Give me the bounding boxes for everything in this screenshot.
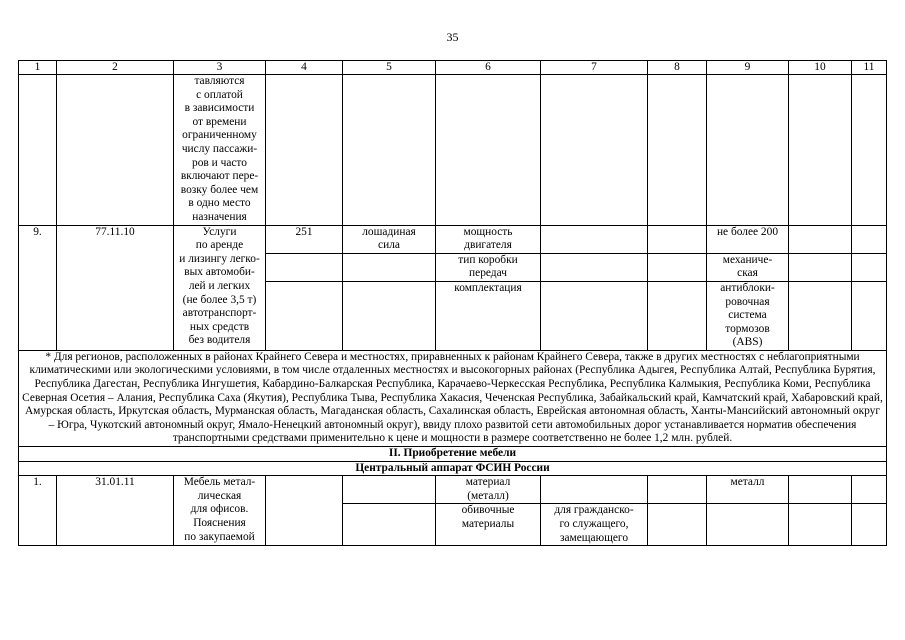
column-number: 1 — [19, 61, 57, 75]
characteristic-value: металл — [707, 476, 789, 504]
norms-table — [18, 60, 887, 546]
subsection-heading-row — [19, 461, 887, 476]
column-number: 9 — [707, 61, 789, 75]
section-title: II. Приобретение мебели — [19, 447, 887, 462]
column-number: 7 — [541, 61, 648, 75]
table-row-continuation — [19, 75, 887, 226]
characteristic-value: не более 200 — [707, 225, 789, 253]
column-number: 6 — [436, 61, 541, 75]
item-name: Мебель метал- лическая для офисов. Пояснения по закупаемой — [174, 476, 266, 546]
characteristic-name: комплектация — [436, 281, 541, 350]
characteristic-value: механиче- ская — [707, 253, 789, 281]
subsection-title: Центральный аппарат ФСИН России — [19, 461, 887, 476]
item-number: 9. — [19, 225, 57, 350]
column-number: 11 — [852, 61, 887, 75]
item-number: 1. — [19, 476, 57, 546]
footnote-row — [19, 350, 887, 446]
characteristic-value — [707, 504, 789, 546]
position-note: для гражданско- го служащего, замещающего — [541, 504, 648, 546]
column-number: 3 — [174, 61, 266, 75]
column-number: 4 — [266, 61, 343, 75]
table-row-item9 — [19, 225, 887, 253]
characteristic-value: антиблоки- ровочная система тормозов (ABS) — [707, 281, 789, 350]
column-number: 5 — [343, 61, 436, 75]
section-heading-row — [19, 447, 887, 462]
column-number-row — [19, 61, 887, 75]
characteristic-name: обивочные материалы — [436, 504, 541, 546]
okei-code: 251 — [266, 225, 343, 253]
footnote-text: * Для регионов, расположенных в районах Крайнего Севера и местностях, приравненных к районам Крайнего Севера, также в других местностях с неблагоприятными климатическими или экологическими условиями, в том числе отдаленных местностях и высокогорных районах (Республика Адыгея, Республика Алтай, Республика Бурятия, Республика Дагестан, Республика Ингушетия, Кабардино-Балкарская Республика, Карачаево-Черкесская Республика, Республика Калмыкия, Республика Коми, Республика Северная Осетия – Алания, Республика Саха (Якутия), Республика Тыва, Республика Хакасия, Чеченская Республика, Забайкальский край, Камчатский край, Хабаровский край, Амурская область, Иркутская область, Мурманская область, Магаданская область, Сахалинская область, Еврейская автономная область, Ханты-Мансийский автономный округ – Югра, Чукотский автономный округ, Ямало-Ненецкий автономный округ), ввиду плохо развитой сети автомобильных дорог устанавливается норматив обеспечения транспортными средствами применительно к цене и мощности в размере соответственно не более 1,2 млн. рублей. — [19, 350, 887, 446]
column-number: 8 — [648, 61, 707, 75]
characteristic-name: тип коробки передач — [436, 253, 541, 281]
okpd-code: 77.11.10 — [57, 225, 174, 350]
position-note — [541, 476, 648, 504]
item-name: Услуги по аренде и лизингу легко- вых автомоби- лей и легких (не более 3,5 т) автотранспорт- ных средств без водителя — [174, 225, 266, 350]
column-number: 2 — [57, 61, 174, 75]
table-row-item1 — [19, 476, 887, 504]
page-number: 35 — [446, 30, 459, 44]
service-description-continuation: тавляются с оплатой в зависимости от времени ограниченному числу пассажи- ров и часто включают пере- возку более чем в одно место назначения — [174, 75, 266, 226]
okpd-code: 31.01.11 — [57, 476, 174, 546]
unit-name: лошадиная сила — [343, 225, 436, 253]
characteristic-name: мощность двигателя — [436, 225, 541, 253]
characteristic-name: материал (металл) — [436, 476, 541, 504]
column-number: 10 — [789, 61, 852, 75]
